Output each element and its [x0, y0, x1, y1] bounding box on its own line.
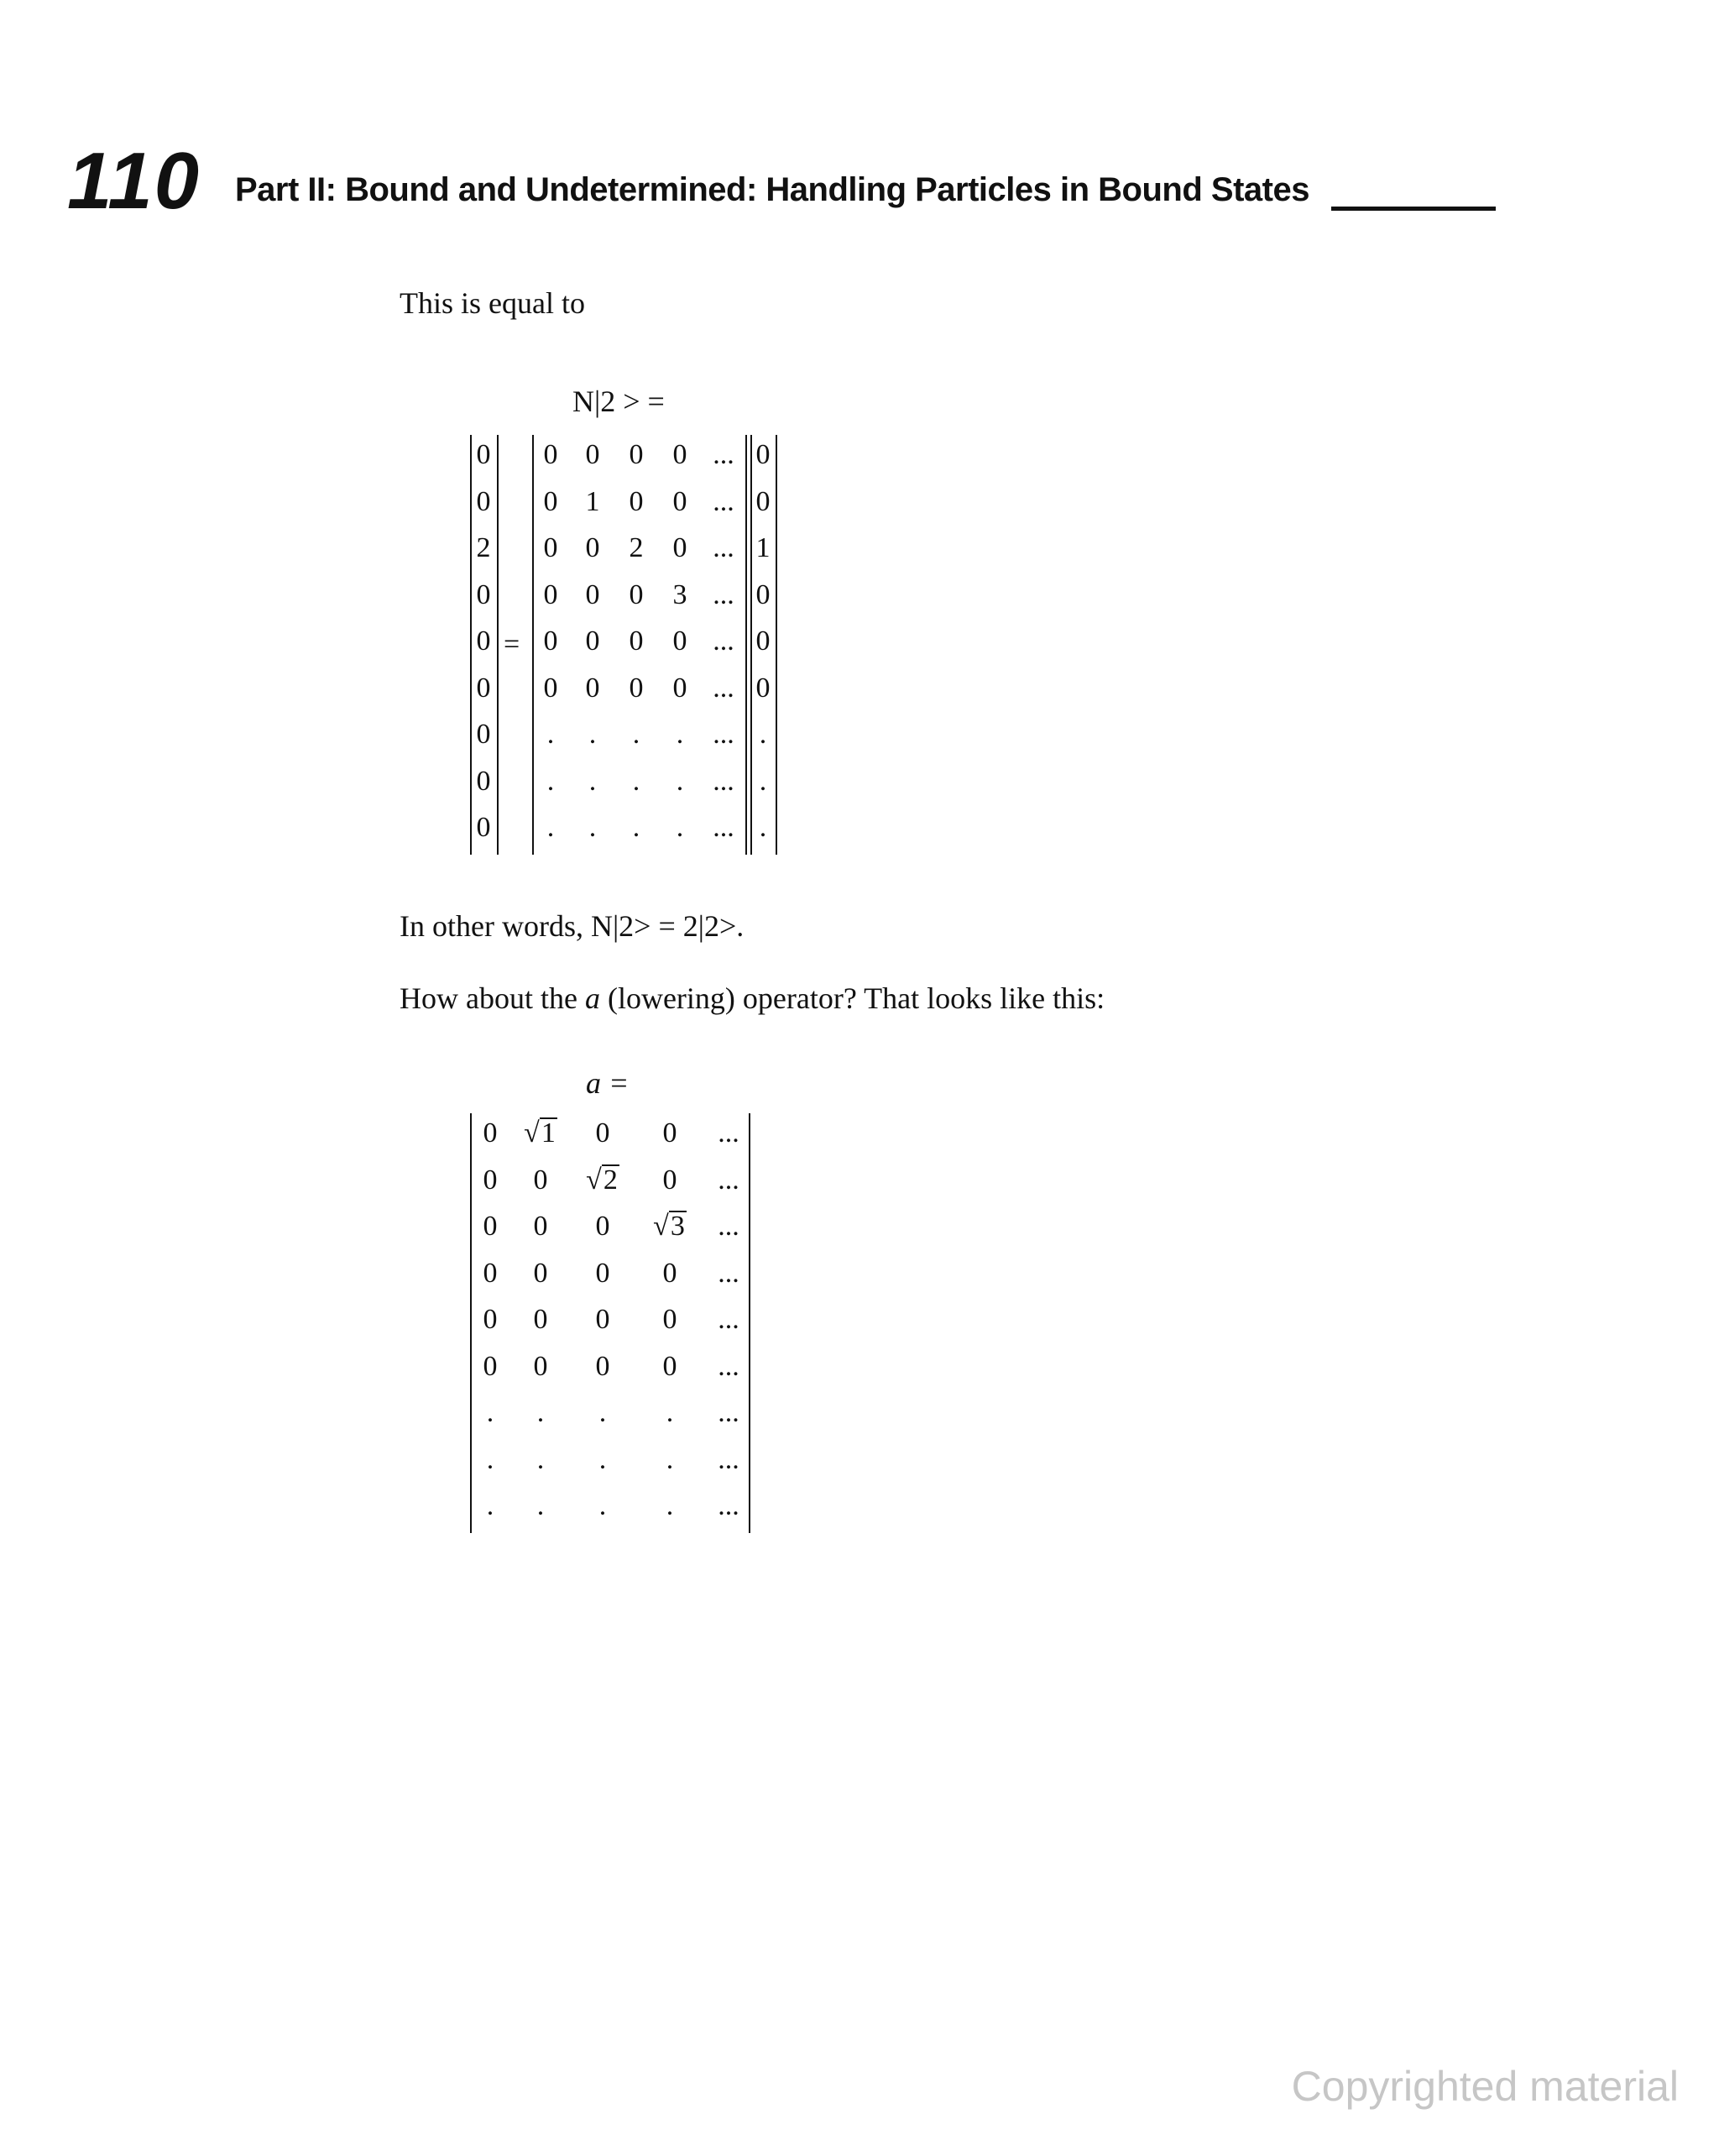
operator-matrix-entry: ... [713, 625, 734, 657]
lowering-matrix-entry: 0 [533, 1350, 548, 1382]
operator-matrix-entry: 0 [543, 578, 558, 610]
operator-matrix-entry: . [632, 765, 640, 797]
lowering-matrix-entry: √3 [653, 1211, 685, 1242]
operator-matrix-entry: 0 [629, 672, 644, 704]
operator-matrix-entry: ... [713, 812, 734, 843]
lowering-matrix-entry: ... [718, 1164, 739, 1196]
lowering-matrix-entry: ... [718, 1397, 739, 1428]
conclusion-paragraph: In other words, N|2> = 2|2>. [400, 909, 745, 943]
lowering-matrix-entry: 0 [483, 1117, 498, 1149]
running-head: Part II: Bound and Undetermined: Handling Particles in Bound States [235, 171, 1309, 208]
lowering-matrix-entry: 0 [662, 1164, 677, 1196]
lowering-matrix-entry: 0 [483, 1164, 498, 1196]
operator-matrix-entry: . [676, 719, 684, 750]
lowering-matrix-entry: 0 [483, 1211, 498, 1242]
lowering-matrix-entry: 0 [483, 1350, 498, 1382]
lowering-matrix-entry: ... [718, 1490, 739, 1521]
operator-matrix-entry: . [546, 719, 555, 750]
operator-matrix-entry: . [588, 812, 597, 843]
state-vector-entry: . [759, 719, 767, 750]
question-paragraph [400, 981, 1105, 1017]
lowering-matrix-entry: 0 [595, 1350, 610, 1382]
operator-matrix-entry: 0 [585, 532, 600, 563]
lowering-operator-matrix [470, 1113, 750, 1533]
lowering-matrix-entry: 0 [662, 1350, 677, 1382]
result-vector-entry: 0 [476, 439, 491, 470]
operator-matrix [532, 435, 747, 855]
page-number: 110 [67, 136, 201, 226]
lowering-matrix-entry: . [666, 1443, 674, 1475]
result-vector-entry: 0 [476, 765, 491, 797]
operator-matrix-entry: 0 [672, 532, 687, 563]
lowering-matrix-entry: . [536, 1443, 545, 1475]
result-vector-entry: 0 [476, 812, 491, 843]
lowering-matrix-entry: . [486, 1490, 494, 1521]
lowering-matrix-entry: 0 [595, 1117, 610, 1149]
copyright-watermark: Copyrighted material [1291, 2063, 1679, 2110]
operator-matrix-entry: . [588, 719, 597, 750]
lowering-matrix-entry: . [598, 1397, 607, 1428]
state-vector-entry: 0 [755, 439, 771, 470]
lowering-matrix-entry: 0 [662, 1257, 677, 1289]
operator-matrix-entry: 2 [629, 532, 644, 563]
operator-matrix-entry: ... [713, 485, 734, 517]
operator-matrix-entry: 0 [543, 532, 558, 563]
question-text-before: How about the [400, 981, 585, 1015]
operator-matrix-entry: 0 [543, 672, 558, 704]
operator-matrix-entry: ... [713, 532, 734, 563]
operator-matrix-entry: 0 [629, 439, 644, 470]
operator-matrix-entry: 0 [629, 485, 644, 517]
operator-matrix-entry: . [546, 812, 555, 843]
operator-matrix-entry: 0 [585, 578, 600, 610]
result-vector-entry: 0 [476, 578, 491, 610]
lowering-matrix-entry: . [598, 1443, 607, 1475]
state-vector-entry: . [759, 812, 767, 843]
operator-matrix-entry: 0 [672, 485, 687, 517]
lowering-matrix-entry: 0 [533, 1304, 548, 1335]
operator-matrix-entry: 0 [543, 439, 558, 470]
lowering-matrix-entry: ... [718, 1117, 739, 1149]
question-text-after: (lowering) operator? That looks like this: [599, 981, 1105, 1015]
result-vector-entry: 2 [476, 532, 491, 563]
state-vector-entry: . [759, 765, 767, 797]
lowering-matrix-entry: ... [718, 1211, 739, 1242]
operator-matrix-entry: ... [713, 765, 734, 797]
lowering-matrix-entry: √1 [524, 1117, 556, 1149]
operator-matrix-entry: 3 [672, 578, 687, 610]
operator-matrix-entry: ... [713, 719, 734, 750]
operator-matrix-entry: 0 [672, 439, 687, 470]
result-vector-entry: 0 [476, 485, 491, 517]
lowering-matrix-entry: ... [718, 1350, 739, 1382]
operator-matrix-entry: ... [713, 672, 734, 704]
operator-matrix-entry: 0 [585, 672, 600, 704]
result-vector [470, 435, 499, 855]
operator-matrix-entry: 0 [543, 625, 558, 657]
operator-matrix-entry: . [588, 765, 597, 797]
operator-matrix-entry: 1 [585, 485, 600, 517]
lowering-matrix-entry: √2 [586, 1164, 618, 1196]
state-vector-entry: 0 [755, 485, 771, 517]
lowering-matrix-entry: 0 [533, 1164, 548, 1196]
operator-matrix-entry: ... [713, 439, 734, 470]
operator-matrix-entry: 0 [672, 625, 687, 657]
state-vector-entry: 1 [755, 532, 771, 563]
lowering-matrix-entry: 0 [595, 1304, 610, 1335]
lowering-matrix-entry: 0 [595, 1257, 610, 1289]
lowering-matrix-entry: 0 [483, 1257, 498, 1289]
operator-matrix-entry: . [546, 765, 555, 797]
intro-paragraph: This is equal to [400, 286, 585, 320]
operator-matrix-entry: . [632, 812, 640, 843]
lowering-matrix-entry: 0 [533, 1257, 548, 1289]
state-vector-entry: 0 [755, 578, 771, 610]
lowering-matrix-entry: 0 [533, 1211, 548, 1242]
lowering-matrix-entry: 0 [662, 1117, 677, 1149]
header-rule [1331, 207, 1496, 211]
operator-matrix-entry: . [676, 812, 684, 843]
state-vector-entry: 0 [755, 625, 771, 657]
operator-matrix-entry: . [632, 719, 640, 750]
state-vector [750, 435, 777, 855]
operator-symbol: a [584, 981, 600, 1015]
lowering-matrix-entry: 0 [483, 1304, 498, 1335]
result-vector-entry: 0 [476, 719, 491, 750]
lowering-matrix-entry: . [486, 1397, 494, 1428]
result-vector-entry: 0 [476, 672, 491, 704]
operator-matrix-entry: 0 [629, 625, 644, 657]
result-vector-entry: 0 [476, 625, 491, 657]
operator-matrix-entry: 0 [543, 485, 558, 517]
lowering-matrix-entry: . [536, 1397, 545, 1428]
lowering-matrix-entry: ... [718, 1304, 739, 1335]
operator-matrix-entry: 0 [672, 672, 687, 704]
operator-matrix-entry: 0 [585, 439, 600, 470]
equation1-equals: = [504, 629, 520, 660]
equation2-label: a = [586, 1066, 630, 1100]
operator-matrix-entry: 0 [585, 625, 600, 657]
lowering-matrix-entry: . [486, 1443, 494, 1475]
lowering-matrix-entry: . [536, 1490, 545, 1521]
equation1-label: N|2 > = [572, 385, 665, 418]
lowering-matrix-entry: . [666, 1397, 674, 1428]
state-vector-entry: 0 [755, 672, 771, 704]
lowering-matrix-entry: . [598, 1490, 607, 1521]
lowering-matrix-entry: . [666, 1490, 674, 1521]
lowering-matrix-entry: ... [718, 1257, 739, 1289]
lowering-matrix-entry: 0 [595, 1211, 610, 1242]
lowering-matrix-entry: ... [718, 1443, 739, 1475]
operator-matrix-entry: . [676, 765, 684, 797]
operator-matrix-entry: ... [713, 578, 734, 610]
operator-matrix-entry: 0 [629, 578, 644, 610]
lowering-matrix-entry: 0 [662, 1304, 677, 1335]
